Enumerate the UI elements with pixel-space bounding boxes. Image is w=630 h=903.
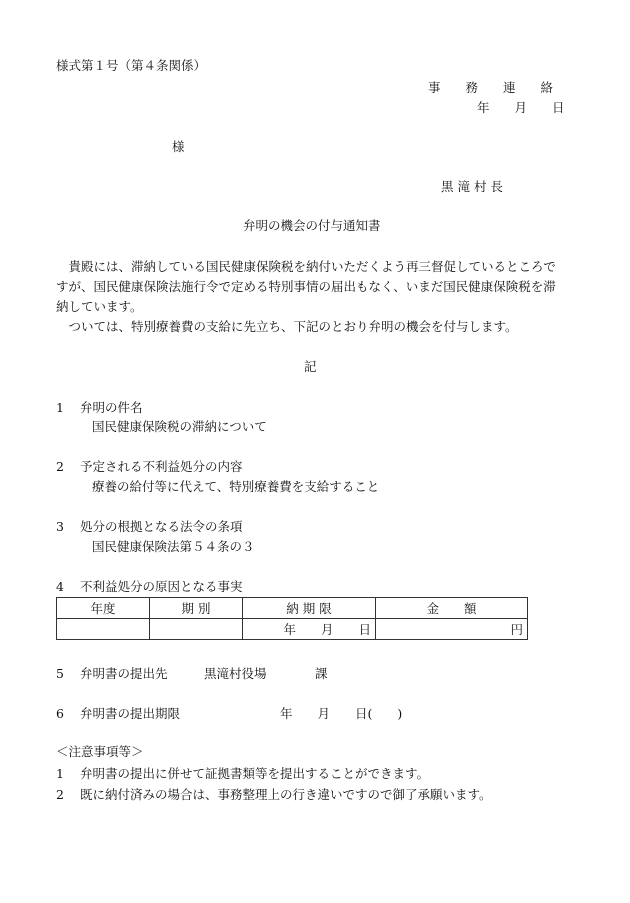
item-3-detail: 国民健康保険法第５４条の３ <box>92 539 255 554</box>
fact-table <box>56 597 528 640</box>
form-number: 様式第１号（第４条関係） <box>56 58 207 73</box>
fact-table-header-row <box>57 598 528 619</box>
item-1-detail: 国民健康保険税の滞納について <box>92 419 267 434</box>
cell-fiscal-year <box>57 619 150 640</box>
sender-name: 黒 滝 村 長 <box>441 179 503 194</box>
item-1-label: 弁明の件名 <box>80 400 143 415</box>
notes-heading: ＜注意事項等＞ <box>56 744 144 759</box>
cell-period <box>150 619 243 640</box>
cell-due-date: 年 月 日 <box>243 619 376 640</box>
body-paragraph-2: ついては、特別療養費の支給に先立ち、下記のとおり弁明の機会を付与します。 <box>56 319 518 334</box>
header-amount: 金 額 <box>376 598 528 619</box>
item-6-date: 年 月 日( ) <box>280 706 403 721</box>
note-1-number: 1 <box>56 766 64 781</box>
item-4-number: 4 <box>56 579 64 594</box>
document-title: 弁明の機会の付与通知書 <box>243 218 381 233</box>
item-5-number: 5 <box>56 666 64 681</box>
note-2-text: 既に納付済みの場合は、事務整理上の行き違いですので御了承願います。 <box>80 787 492 802</box>
header-fiscal-year: 年度 <box>57 598 150 619</box>
item-6-number: 6 <box>56 706 64 721</box>
item-5-place: 黒滝村役場 <box>204 666 267 681</box>
item-1-number: 1 <box>56 400 64 415</box>
item-2-number: 2 <box>56 459 64 474</box>
item-5-dept: 課 <box>315 666 328 681</box>
note-2-number: 2 <box>56 787 64 802</box>
item-3-number: 3 <box>56 519 64 534</box>
body-paragraph-1: 貴殿には、滞納している国民健康保険税を納付いただくよう再三督促しているところですが、国民健康保険法施行令で定める特別事情の届出もなく、いまだ国民健康保険税を滞納しています。 <box>56 259 556 314</box>
item-4-label: 不利益処分の原因となる事実 <box>80 579 243 594</box>
header-due-date: 納 期 限 <box>243 598 376 619</box>
header-period: 期 別 <box>150 598 243 619</box>
header-title: 事 務 連 絡 <box>428 80 554 95</box>
note-1-text: 弁明書の提出に併せて証拠書類等を提出することができます。 <box>80 766 430 781</box>
cell-amount: 円 <box>376 619 528 640</box>
addressee-suffix: 様 <box>172 139 185 154</box>
item-5-label: 弁明書の提出先 <box>80 666 168 681</box>
item-3-label: 処分の根拠となる法令の条項 <box>80 519 243 534</box>
fact-table-row <box>57 619 528 640</box>
item-2-detail: 療養の給付等に代えて、特別療養費を支給すること <box>92 479 380 494</box>
item-2-label: 予定される不利益処分の内容 <box>80 459 243 474</box>
ki-heading: 記 <box>304 359 317 374</box>
header-date: 年 月 日 <box>477 100 565 115</box>
item-6-label: 弁明書の提出期限 <box>80 706 181 721</box>
